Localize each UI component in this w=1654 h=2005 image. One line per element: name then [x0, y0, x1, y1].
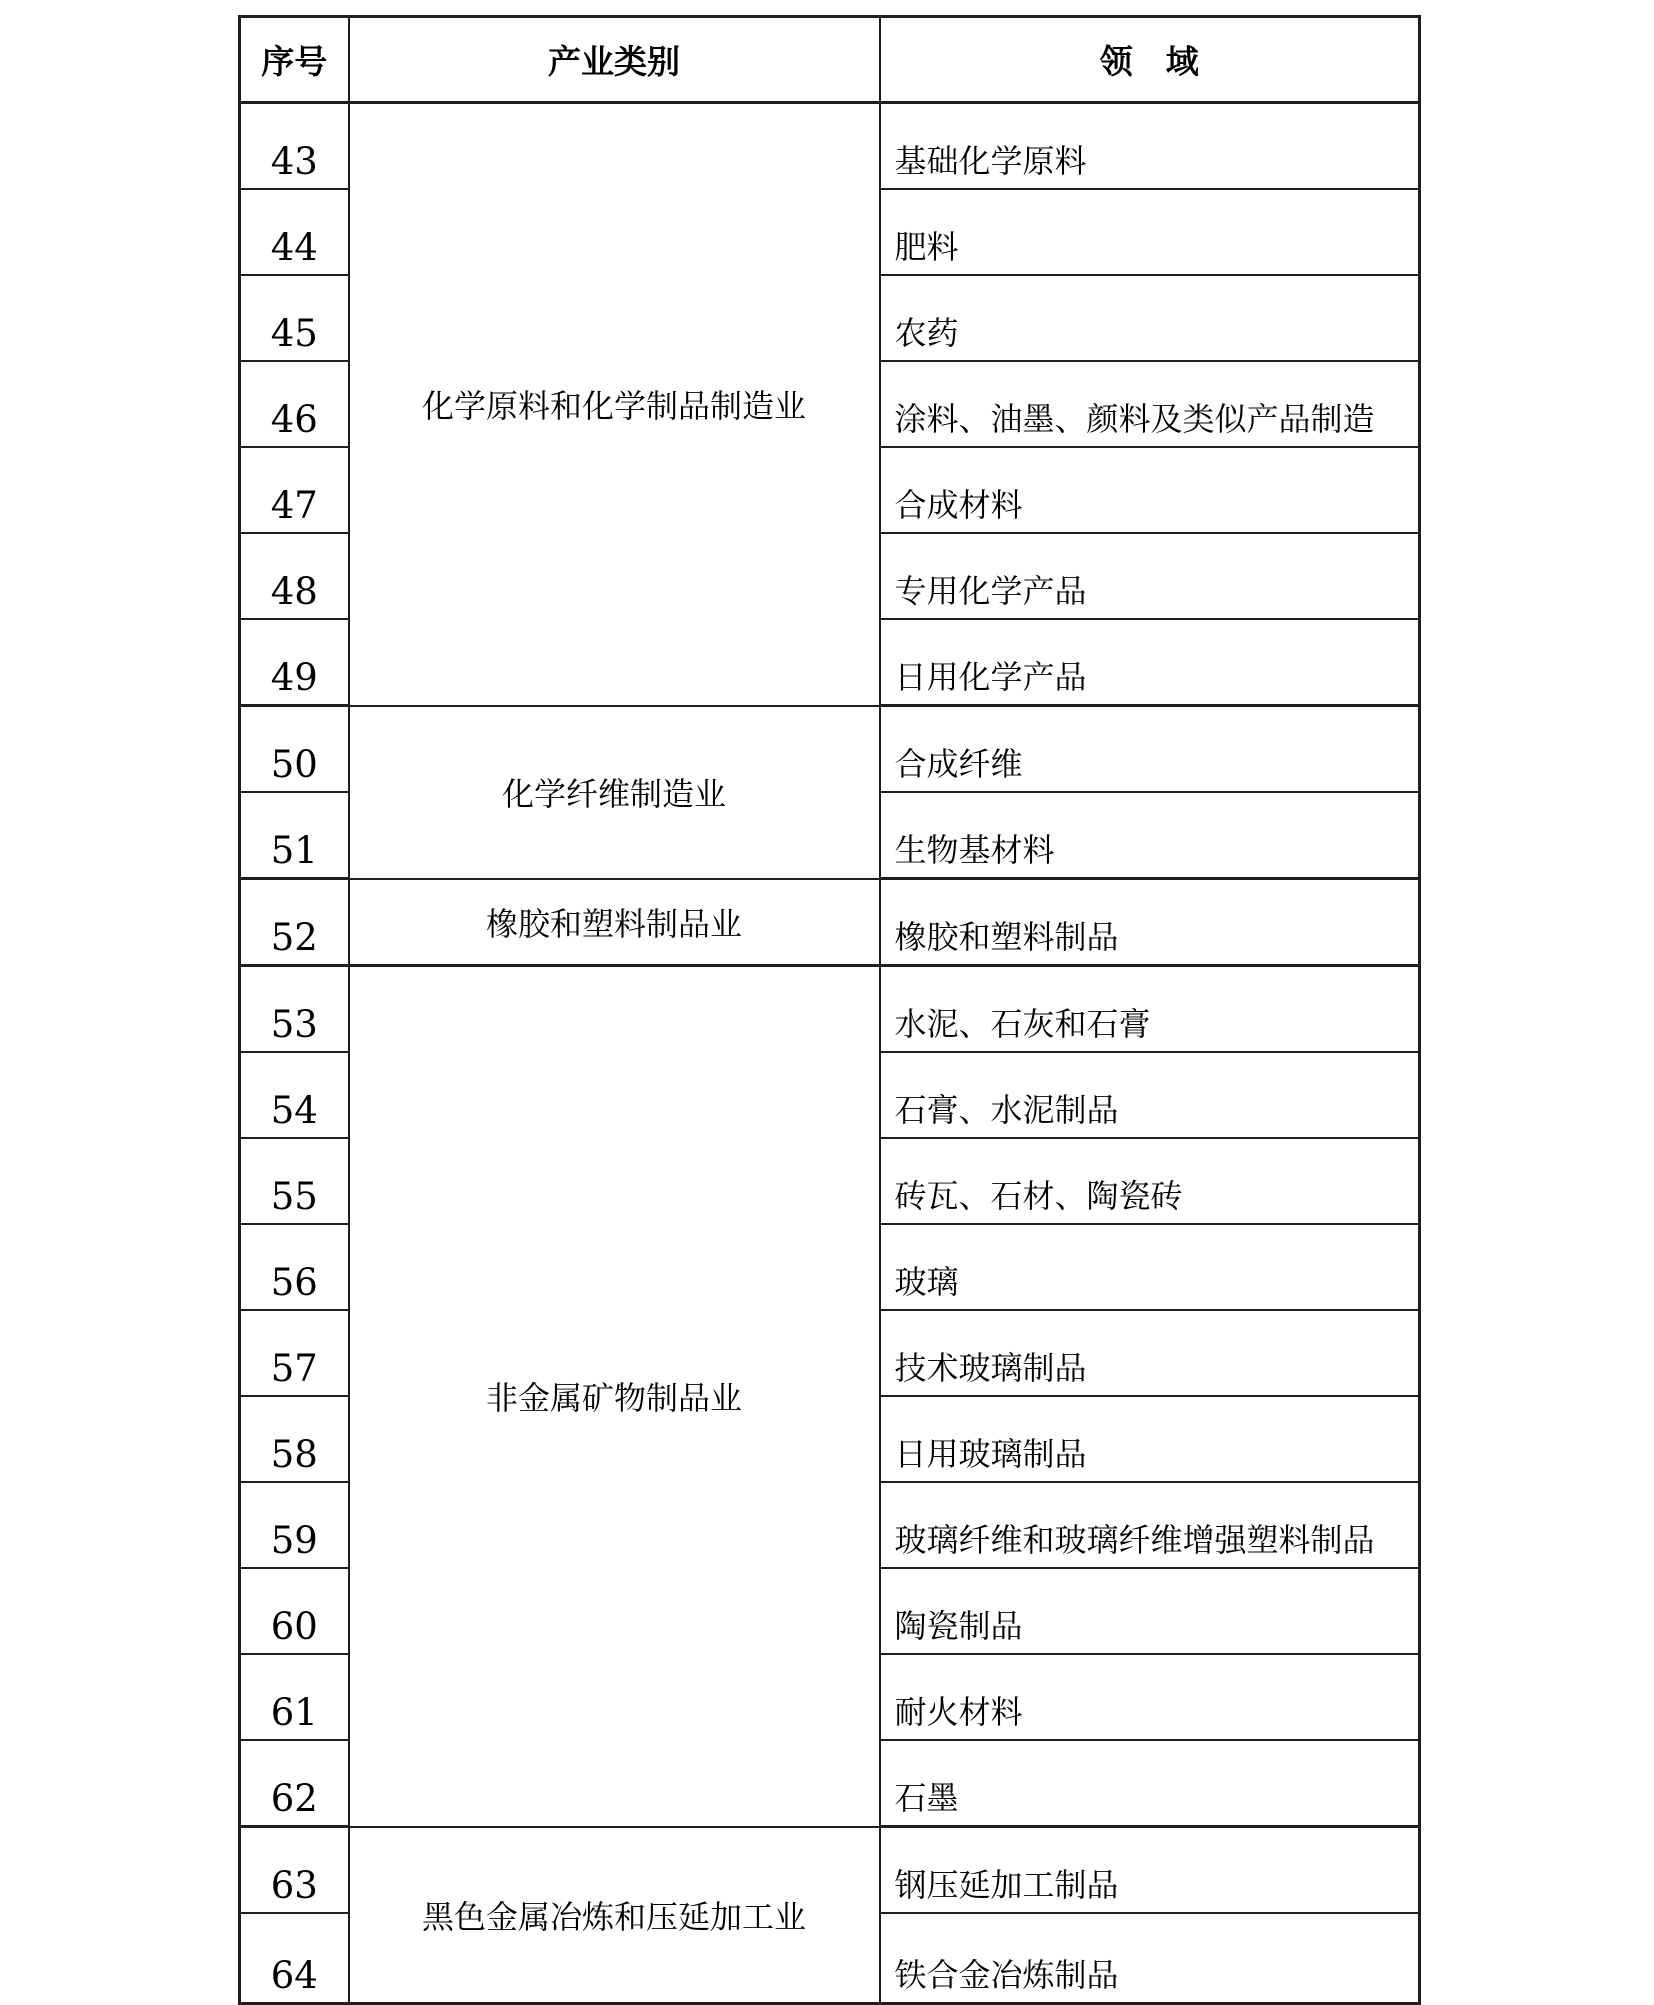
- index-cell: 60: [240, 1568, 349, 1654]
- index-cell: 44: [240, 189, 349, 275]
- field-cell: 水泥、石灰和石膏: [880, 966, 1420, 1053]
- table-row: [240, 103, 1420, 190]
- index-cell: 48: [240, 533, 349, 619]
- category-cell: 橡胶和塑料制品业: [349, 879, 880, 966]
- field-cell: 砖瓦、石材、陶瓷砖: [880, 1138, 1420, 1224]
- field-cell: 专用化学产品: [880, 533, 1420, 619]
- field-cell: 耐火材料: [880, 1654, 1420, 1740]
- index-cell: 59: [240, 1482, 349, 1568]
- category-cell: 黑色金属冶炼和压延加工业: [349, 1827, 880, 2004]
- field-cell: 基础化学原料: [880, 103, 1420, 190]
- field-cell: 肥料: [880, 189, 1420, 275]
- category-cell: 化学纤维制造业: [349, 706, 880, 879]
- category-cell: 化学原料和化学制品制造业: [349, 103, 880, 706]
- index-cell: 53: [240, 966, 349, 1053]
- category-cell: 非金属矿物制品业: [349, 966, 880, 1827]
- header-cell-index: 序号: [240, 17, 349, 103]
- index-cell: 50: [240, 706, 349, 793]
- field-cell: 铁合金冶炼制品: [880, 1913, 1420, 2004]
- index-cell: 47: [240, 447, 349, 533]
- table-row: [240, 966, 1420, 1053]
- field-cell: 日用化学产品: [880, 619, 1420, 706]
- index-cell: 56: [240, 1224, 349, 1310]
- field-cell: 钢压延加工制品: [880, 1827, 1420, 1914]
- table-row: [240, 1827, 1420, 1914]
- index-cell: 45: [240, 275, 349, 361]
- field-cell: 陶瓷制品: [880, 1568, 1420, 1654]
- table-header: [240, 17, 1420, 103]
- field-cell: 合成材料: [880, 447, 1420, 533]
- index-cell: 46: [240, 361, 349, 447]
- field-cell: 涂料、油墨、颜料及类似产品制造: [880, 361, 1420, 447]
- index-cell: 61: [240, 1654, 349, 1740]
- index-cell: 43: [240, 103, 349, 190]
- field-cell: 生物基材料: [880, 792, 1420, 879]
- table-row: [240, 879, 1420, 966]
- index-cell: 57: [240, 1310, 349, 1396]
- header-cell-category: 产业类别: [349, 17, 880, 103]
- field-cell: 玻璃: [880, 1224, 1420, 1310]
- header-cell-field: 领 域: [880, 17, 1420, 103]
- table-row: [240, 706, 1420, 793]
- index-cell: 52: [240, 879, 349, 966]
- index-cell: 54: [240, 1052, 349, 1138]
- field-cell: 石墨: [880, 1740, 1420, 1827]
- index-cell: 55: [240, 1138, 349, 1224]
- table-body: [240, 103, 1420, 2004]
- index-cell: 62: [240, 1740, 349, 1827]
- field-cell: 石膏、水泥制品: [880, 1052, 1420, 1138]
- field-cell: 技术玻璃制品: [880, 1310, 1420, 1396]
- index-cell: 64: [240, 1913, 349, 2004]
- field-cell: 农药: [880, 275, 1420, 361]
- index-cell: 49: [240, 619, 349, 706]
- index-cell: 51: [240, 792, 349, 879]
- industry-category-table: [238, 15, 1421, 2005]
- field-cell: 橡胶和塑料制品: [880, 879, 1420, 966]
- field-cell: 玻璃纤维和玻璃纤维增强塑料制品: [880, 1482, 1420, 1568]
- header-row: [240, 17, 1420, 103]
- field-cell: 合成纤维: [880, 706, 1420, 793]
- index-cell: 63: [240, 1827, 349, 1914]
- index-cell: 58: [240, 1396, 349, 1482]
- field-cell: 日用玻璃制品: [880, 1396, 1420, 1482]
